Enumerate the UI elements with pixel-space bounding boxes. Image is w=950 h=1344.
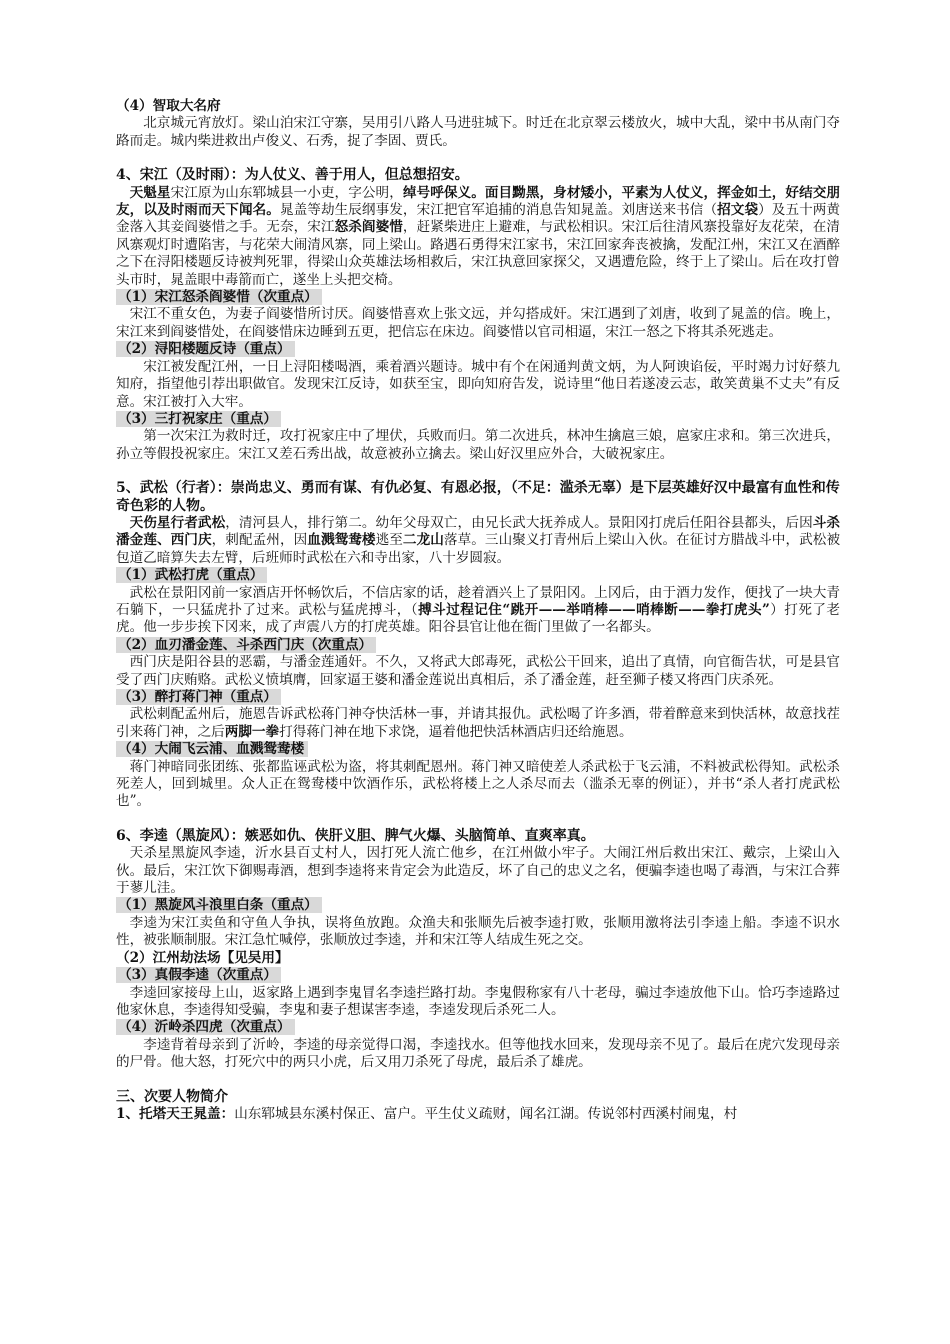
paragraph: 蒋门神暗同张团练、张都监诬武松为盗，将其刺配恩州。蒋门神又暗使差人杀武松于飞云浦，不料被武松得知。武松杀死差人，回到城里。众人正在鸳鸯楼中饮酒作乐，武松将楼上之人杀尽而去（滥杀无辜的例证），并书“杀人者打虎武松也”。 (116, 758, 840, 810)
chaogai-label: 1、托塔天王晁盖： (116, 1105, 235, 1122)
paragraph: 李逵为宋江卖鱼和守鱼人争执，误将鱼放跑。众渔夫和张顺先后被李逵打败，张顺用激将法引李逵上船。李逵不识水性，被张顺制服。宋江急忙喊停，张顺放过李逵，并和宋江等人结成生死之交。 (116, 914, 840, 949)
text-run: 打得蒋门神在地下求饶，逼着他把快活林酒店归还给施恩。 (279, 723, 633, 740)
text-run: ，刺配孟州，因 (211, 532, 308, 549)
emphasis-text: 怒杀阎婆惜 (334, 219, 403, 236)
text-run: ）及五十两黄金落入其妾阎婆惜之手。无奈，宋江 (116, 202, 841, 236)
paragraph-likui-intro: 天杀星黑旋风李逵，沂水县百丈村人，因打死人流亡他乡，在江州做小牢子。大闹江州后救出宋江、戴宗，上梁山入伙。最后，宋江饮下御赐毒酒，想到李逵将来肯定会为此造反，坏了自己的忠义之名，便骗李逵也喝了毒酒，与宋江合葬于蓼儿洼。 (116, 845, 840, 897)
section-heading-minor-characters: 三、次要人物简介 (116, 1088, 228, 1105)
emphasis-text: 招文袋 (717, 202, 759, 219)
section-heading-songjiang: 4、宋江（及时雨）：为人仗义、善于用人，但总想招安。 (116, 167, 469, 184)
subsection-heading: （1）宋江怒杀阎婆惜（次重点） (116, 289, 840, 306)
paragraph: 李逵回家接母上山，返家路上遇到李鬼冒名李逵拦路打劫。李鬼假称家有八十老母，骗过李逵放他下山。恰巧李逵路过他家休息，李逵得知受骗，李鬼和妻子想谋害李逵，李逵发现后杀死二人。 (116, 984, 840, 1018)
paragraph: 北京城元宵放灯。梁山泊宋江守寨，吴用引八路人马进驻城下。时迁在北京翠云楼放火，城中大乱，梁中书从南门夺路而走。城内柴进救出卢俊义、石秀，捉了李固、贾氏。 (116, 115, 840, 149)
section-heading-likui: 6、李逵（黑旋风）：嫉恶如仇、侠肝义胆、脾气火爆、头脑简单、直爽率真。 (116, 827, 595, 844)
section-heading-wusong: 5、武松（行者）：崇尚忠义、勇而有谋、有仇必复、有恩必报，（不足：滥杀无辜）是下层英雄好汉中最富有血性和传奇色彩的人物。 (116, 480, 840, 514)
emphasis-text: 搏斗过程记住“跳开——举哨棒——哨棒断——拳打虎头” (418, 601, 770, 618)
subsection-heading: （3）真假李逵（次重点） (116, 967, 840, 984)
paragraph-chaogai (116, 1106, 840, 1123)
emphasis-text: 天魁星 (129, 184, 171, 201)
paragraph: 第一次宋江为救时迁，攻打祝家庄中了埋伏，兵败而归。第二次进兵，林冲生擒扈三娘，扈家庄求和。第三次进兵，孙立等假投祝家庄。宋江又差石秀出战，故意被孙立擒去。梁山好汉里应外合，大破祝家庄。 (116, 428, 840, 462)
subsection-heading: （2）浔阳楼题反诗（重点） (116, 341, 840, 358)
text-run: 武松在景阳冈前一家酒店开怀畅饮后，不信店家的话，趁着酒兴上了景阳冈。上冈后，由于酒力发作，便找了一块大青石躺下，一只猛虎扑了过来。武松与猛虎搏斗，（ (116, 584, 840, 618)
emphasis-text: 两脚一拳 (224, 723, 280, 740)
text-run: ，清河县人，排行第二。幼年父母双亡，由兄长武大抚养成人。景阳冈打虎后任阳谷县都头，后因 (225, 514, 813, 531)
emphasis-text: 斗杀潘金莲、西门庆 (116, 514, 841, 549)
paragraph-songjiang-intro (116, 185, 840, 289)
paragraph (116, 706, 840, 741)
subsection-heading: （1）黑旋风斗浪里白条（重点） (116, 897, 840, 914)
subsection-heading: （4）大闹飞云浦、血溅鸳鸯楼 (116, 741, 840, 758)
paragraph-wusong-intro (116, 515, 840, 567)
subsection-heading: （1）武松打虎（重点） (116, 567, 840, 584)
subsection-heading: （2）血刃潘金莲、斗杀西门庆（次重点） (116, 637, 840, 654)
document-page (116, 98, 840, 1123)
subsection-heading: （4）智取大名府 (116, 98, 221, 114)
text-run: 逃至 (375, 532, 403, 549)
text-run: 宋江原为山东郓城县一小吏，字公明， (170, 184, 403, 201)
paragraph: 宋江不重女色，为妻子阎婆惜所讨厌。阎婆惜喜欢上张文远，并勾搭成奸。宋江遇到了刘唐，收到了晁盖的信。晚上，宋江来到阎婆惜处，在阎婆惜床边睡到五更，把信忘在床边。阎婆惜以官司相逼，宋江一怒之下将其杀死逃走。 (116, 306, 840, 340)
text-run: 晁盖等劫生辰纲事发，宋江把官军追捕的消息告知晁盖。刘唐送来书信（ (279, 202, 718, 219)
subsection-heading: （2）江州劫法场【见吴用】 (116, 949, 289, 966)
paragraph: 宋江被发配江州，一日上浔阳楼喝酒，乘着酒兴题诗。城中有个在闲通判黄文炳，为人阿谀谄佞，平时竭力讨好蔡九知府，指望他引荐出职做官。发现宋江反诗，如获至宝，即向知府告发，说诗里“他日若遂凌云志，敢笑黄巢不丈夫”有反意。宋江被打入大牢。 (116, 358, 840, 410)
emphasis-text: 二龙山 (402, 532, 444, 549)
subsection-heading: （3）三打祝家庄（重点） (116, 411, 840, 428)
text-run: 落草。三山聚义打青州后上梁山入伙。在征讨方腊战斗中，武松被包道乙暗算失去左臂，后班师时武松在六和寺出家，八十岁圆寂。 (116, 532, 841, 566)
text-run: ）打死了老虎。他一步步挨下冈来，成了声震八方的打虎英雄。阳谷县官让他在衙门里做了一名都头。 (116, 601, 841, 636)
emphasis-text: 绰号呼保义。面目黝黑，身材矮小，平素为人仗义，挥金如土，好结交朋友，以及时雨而天下闻名。 (116, 184, 841, 219)
text-run: 武松刺配孟州后，施恩告诉武松蒋门神夺快活林一事，并请其报仇。武松喝了许多酒，带着醉意来到快活林，故意找茬引来蒋门神，之后 (116, 706, 840, 740)
text-run: ，赶紧柴进庄上避难，与武松相识。宋江后往清风寨投靠好友花荣，在清风寨观灯时遭陷害，与花荣大闹清风寨，同上梁山。路遇石勇得宋江家书，宋江回家奔丧被擒，发配江州，宋江又在酒醉之下在浔阳楼题反诗被判死罪，得梁山众英雄法场相救后，宋江执意回家探父，又遇遭危险，终于上了梁山。后在攻打曾头市时，晁盖眼中毒箭而亡，遂坐上头把交椅。 (116, 219, 841, 288)
paragraph: 李逵背着母亲到了沂岭，李逵的母亲觉得口渴，李逵找水。但等他找水回来，发现母亲不见了。最后在虎穴发现母亲的尸骨。他大怒，打死穴中的两只小虎，后又用刀杀死了母虎，最后杀了雄虎。 (116, 1036, 840, 1071)
emphasis-text: 血溅鸳鸯楼 (307, 532, 376, 549)
paragraph (116, 585, 840, 637)
subsection-heading: （4）沂岭杀四虎（次重点） (116, 1019, 840, 1036)
subsection-heading: （3）醉打蒋门神（重点） (116, 689, 840, 706)
emphasis-text: 天伤星行者武松 (129, 514, 226, 531)
chaogai-text: 山东郓城县东溪村保正、富户。平生仗义疏财，闻名江湖。传说邻村西溪村闹鬼，村 (234, 1105, 738, 1122)
paragraph: 西门庆是阳谷县的恶霸，与潘金莲通奸。不久，又将武大郎毒死，武松公干回来，追出了真情，向官衙告状，可是县官受了西门庆贿赂。武松义愤填膺，回家逼王婆和潘金莲说出真相后，杀了潘金莲，赶至狮子楼又将西门庆杀死。 (116, 654, 840, 688)
